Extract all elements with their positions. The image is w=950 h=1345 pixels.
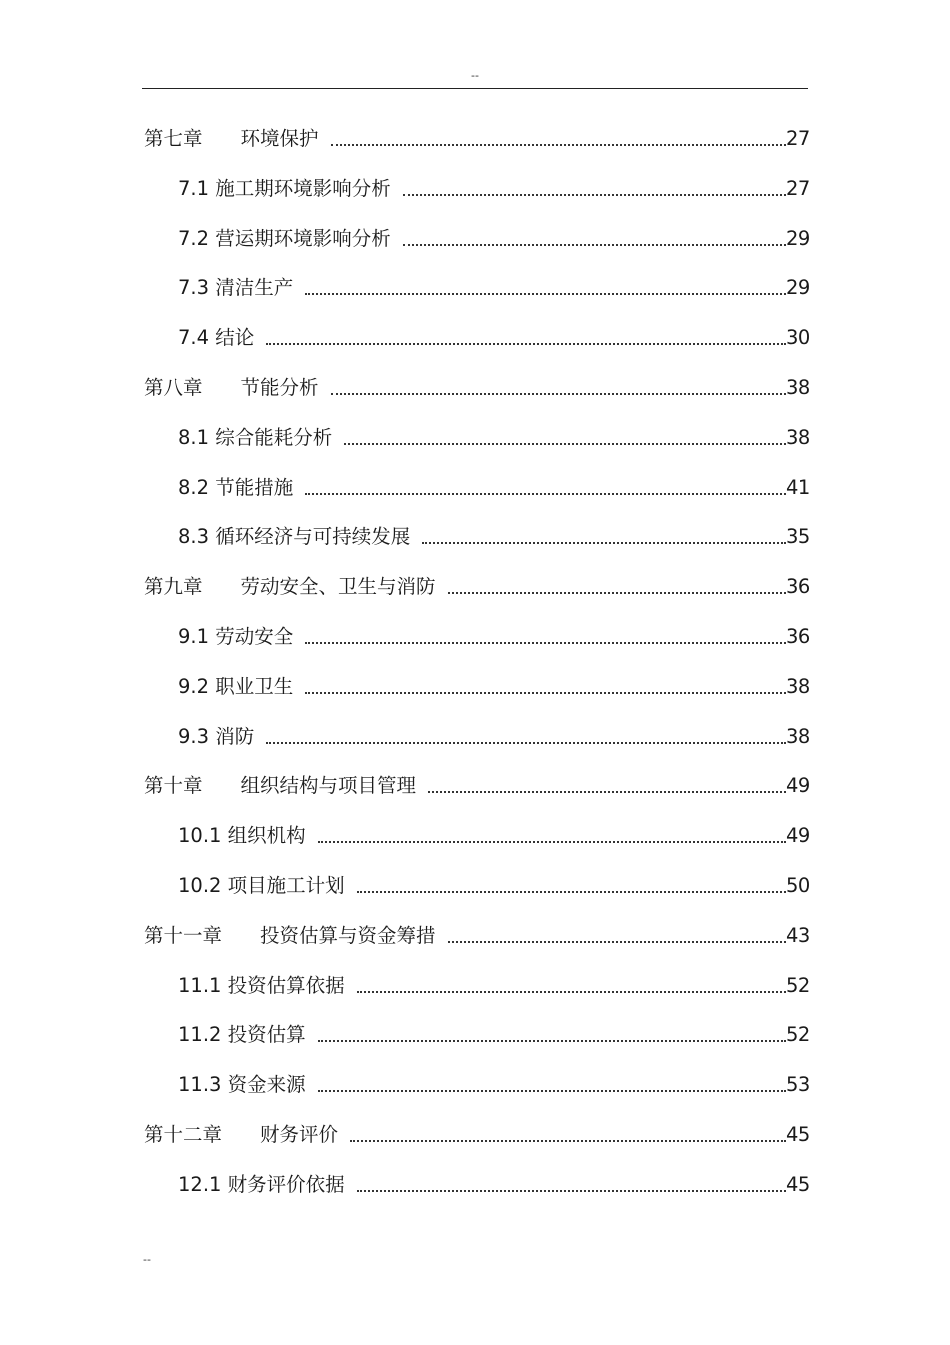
toc-chapter-number: 第九章: [144, 575, 203, 599]
toc-section-entry[interactable]: [178, 1017, 808, 1047]
toc-dot-leader: [331, 144, 786, 146]
toc-dot-leader: [350, 1140, 786, 1142]
toc-page-number: 50: [786, 874, 810, 897]
toc-chapter-entry[interactable]: [144, 121, 808, 151]
toc-page-number: 45: [786, 1172, 810, 1196]
toc-page-number: 27: [786, 176, 810, 200]
toc-chapter-entry[interactable]: [144, 1117, 808, 1147]
toc-page-number: 53: [786, 1073, 810, 1097]
toc-section-entry[interactable]: [178, 669, 808, 699]
toc-entry-title: 9.2 职业卫生: [178, 674, 294, 698]
toc-entry-title: 11.3 资金来源: [178, 1073, 306, 1097]
toc-dot-leader: [305, 293, 786, 295]
toc-page-number: 43: [786, 923, 810, 947]
toc-entry-title: 10.1 组织机构: [178, 824, 306, 848]
toc-section-entry[interactable]: [178, 519, 808, 549]
toc-entry-title: 11.1 投资估算依据: [178, 973, 345, 997]
toc-entry-title: 7.1 施工期环境影响分析: [178, 176, 391, 200]
toc-dot-leader: [305, 692, 786, 694]
toc-entry-title: 9.3 消防: [178, 724, 255, 748]
toc-dot-leader: [403, 244, 786, 246]
toc-dot-leader: [422, 542, 786, 544]
toc-page-number: 36: [786, 625, 810, 648]
toc-section-entry[interactable]: [178, 320, 808, 350]
toc-dot-leader: [318, 1040, 786, 1042]
toc-entry-title: 节能分析: [240, 376, 319, 399]
toc-entry-title: 7.3 清洁生产: [178, 276, 294, 300]
page-header-mark: --: [471, 69, 479, 82]
toc-page-number: 35: [786, 525, 810, 549]
toc-page-number: 29: [786, 226, 810, 250]
toc-section-entry[interactable]: [178, 171, 808, 201]
toc-page-number: 49: [786, 824, 810, 848]
toc-dot-leader: [357, 891, 786, 893]
toc-dot-leader: [403, 194, 786, 196]
toc-page-number: 41: [786, 475, 810, 499]
toc-entry-title: 8.3 循环经济与可持续发展: [178, 525, 411, 549]
toc-entry-title: 财务评价: [260, 1123, 339, 1146]
toc-dot-leader: [428, 791, 786, 793]
toc-dot-leader: [318, 841, 786, 843]
toc-chapter-entry[interactable]: [144, 768, 808, 798]
toc-entry-title: 投资估算与资金筹措: [260, 923, 436, 947]
toc-entry-title: 12.1 财务评价依据: [178, 1172, 345, 1196]
page-footer-mark: --: [143, 1253, 151, 1266]
toc-entry-title: 7.2 营运期环境影响分析: [178, 226, 391, 250]
toc-entry-title: 环境保护: [240, 127, 319, 150]
toc-chapter-entry[interactable]: [144, 370, 808, 400]
toc-entry-title: 9.1 劳动安全: [178, 625, 294, 648]
toc-chapter-number: 第十一章: [144, 923, 223, 947]
toc-page-number: 52: [786, 973, 810, 997]
toc-dot-leader: [448, 592, 786, 594]
toc-dot-leader: [331, 393, 786, 395]
toc-dot-leader: [344, 443, 786, 445]
toc-page-number: 36: [786, 575, 810, 599]
toc-section-entry[interactable]: [178, 968, 808, 998]
toc-entry-title: 10.2 项目施工计划: [178, 874, 345, 897]
toc-section-entry[interactable]: [178, 221, 808, 251]
toc-dot-leader: [357, 991, 786, 993]
toc-chapter-number: 第八章: [144, 376, 203, 399]
toc-page-number: 45: [786, 1123, 810, 1146]
toc-section-entry[interactable]: [178, 868, 808, 898]
toc-section-entry[interactable]: [178, 1067, 808, 1097]
toc-page-number: 30: [786, 326, 810, 350]
toc-section-entry[interactable]: [178, 719, 808, 749]
toc-dot-leader: [266, 343, 786, 345]
toc-chapter-entry[interactable]: [144, 918, 808, 948]
toc-entry-title: 组织结构与项目管理: [240, 774, 417, 798]
toc-chapter-entry[interactable]: [144, 569, 808, 599]
toc-dot-leader: [318, 1090, 786, 1092]
toc-page-number: 38: [786, 674, 810, 698]
toc-entry-title: 8.1 综合能耗分析: [178, 425, 333, 449]
toc-page-number: 52: [786, 1023, 810, 1047]
toc-chapter-number: 第十二章: [144, 1123, 223, 1146]
toc-page-number: 27: [786, 127, 810, 150]
toc-page-number: 38: [786, 376, 810, 399]
toc-entry-title: 8.2 节能措施: [178, 475, 294, 499]
toc-page-number: 38: [786, 724, 810, 748]
toc-section-entry[interactable]: [178, 818, 808, 848]
toc-chapter-number: 第七章: [144, 127, 203, 150]
toc-chapter-number: 第十章: [144, 774, 203, 798]
toc-dot-leader: [448, 941, 786, 943]
toc-section-entry[interactable]: [178, 470, 808, 500]
toc-entry-title: 劳动安全、卫生与消防: [240, 575, 436, 599]
toc-page-number: 29: [786, 276, 810, 300]
toc-dot-leader: [305, 493, 786, 495]
toc-dot-leader: [357, 1190, 786, 1192]
toc-dot-leader: [305, 642, 786, 644]
toc-section-entry[interactable]: [178, 1167, 808, 1197]
toc-section-entry[interactable]: [178, 420, 808, 450]
toc-page-number: 49: [786, 774, 810, 798]
toc-section-entry[interactable]: [178, 619, 808, 649]
toc-page-number: 38: [786, 425, 810, 449]
toc-entry-title: 11.2 投资估算: [178, 1023, 306, 1047]
toc-dot-leader: [266, 742, 786, 744]
toc-entry-title: 7.4 结论: [178, 326, 255, 350]
toc-section-entry[interactable]: [178, 270, 808, 300]
